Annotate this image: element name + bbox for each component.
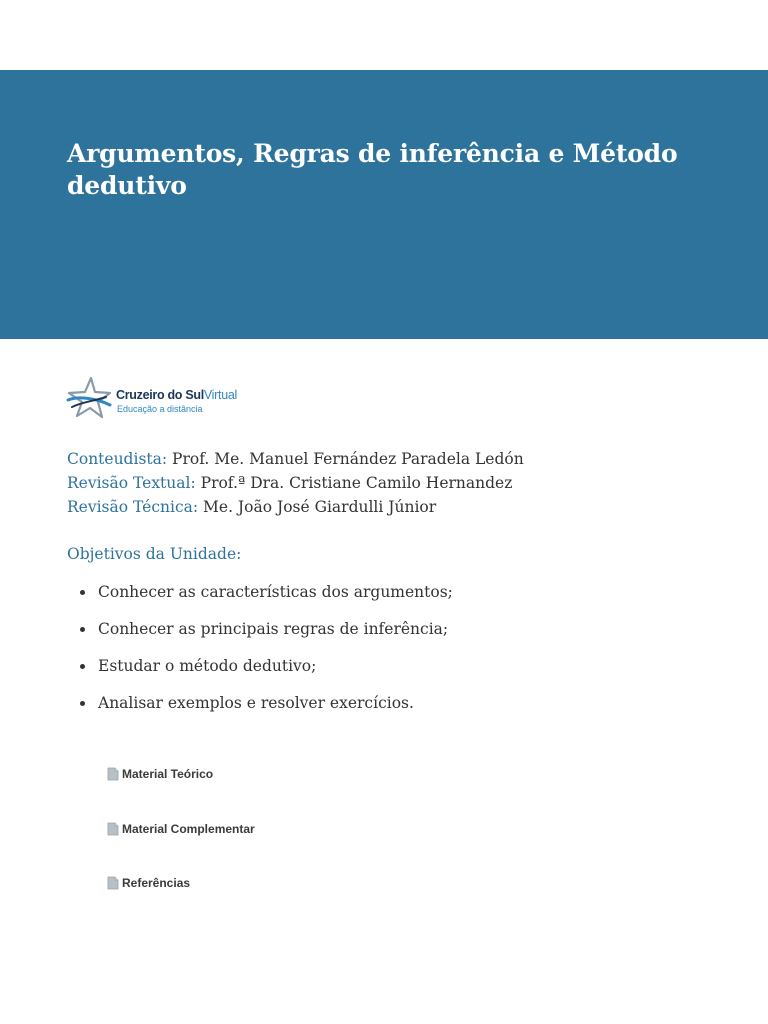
credit-label: Revisão Técnica: bbox=[67, 498, 199, 516]
objective-text: Conhecer as características dos argumentos; bbox=[98, 583, 453, 601]
link-label: Material Complementar bbox=[122, 822, 255, 836]
objective-text: Conhecer as principais regras de inferência; bbox=[98, 620, 449, 638]
document-icon bbox=[107, 876, 119, 890]
objectives-list bbox=[78, 580, 453, 728]
document-icon bbox=[107, 822, 119, 836]
credit-value: Me. João José Giardulli Júnior bbox=[203, 498, 437, 516]
bullet-icon bbox=[80, 664, 85, 669]
objective-text: Estudar o método dedutivo; bbox=[98, 657, 317, 675]
credits-block bbox=[67, 447, 524, 519]
logo-brand-light: Virtual bbox=[203, 388, 237, 402]
credit-author bbox=[67, 447, 524, 471]
title-banner bbox=[0, 70, 768, 339]
credit-technical-review bbox=[67, 495, 524, 519]
objective-item bbox=[78, 691, 453, 728]
link-referencias[interactable] bbox=[107, 874, 190, 892]
logo-tagline: Educação a distância bbox=[117, 404, 203, 414]
objective-text: Analisar exemplos e resolver exercícios. bbox=[98, 694, 414, 712]
bullet-icon bbox=[80, 590, 85, 595]
logo-brand-text bbox=[116, 388, 237, 402]
logo-brand-bold: Cruzeiro do Sul bbox=[116, 388, 204, 402]
credit-value: Prof.ª Dra. Cristiane Camilo Hernandez bbox=[200, 474, 513, 492]
link-material-complementar[interactable] bbox=[107, 820, 255, 838]
objective-item bbox=[78, 617, 453, 654]
star-logo-icon bbox=[66, 376, 112, 420]
objective-item bbox=[78, 654, 453, 691]
link-label: Referências bbox=[122, 876, 191, 890]
bullet-icon bbox=[80, 627, 85, 632]
document-icon bbox=[107, 767, 119, 781]
objective-item bbox=[78, 580, 453, 617]
credit-text-review bbox=[67, 471, 524, 495]
credit-label: Conteudista: bbox=[67, 450, 168, 468]
credit-label: Revisão Textual: bbox=[67, 474, 196, 492]
link-label: Material Teórico bbox=[122, 767, 214, 781]
cruzeiro-do-sul-logo bbox=[66, 376, 246, 420]
bullet-icon bbox=[80, 701, 85, 706]
link-material-teorico[interactable] bbox=[107, 765, 213, 783]
objectives-heading: Objetivos da Unidade: bbox=[67, 545, 242, 563]
credit-value: Prof. Me. Manuel Fernández Paradela Ledón bbox=[172, 450, 524, 468]
page-title: Argumentos, Regras de inferência e Método dedutivo bbox=[67, 139, 678, 200]
